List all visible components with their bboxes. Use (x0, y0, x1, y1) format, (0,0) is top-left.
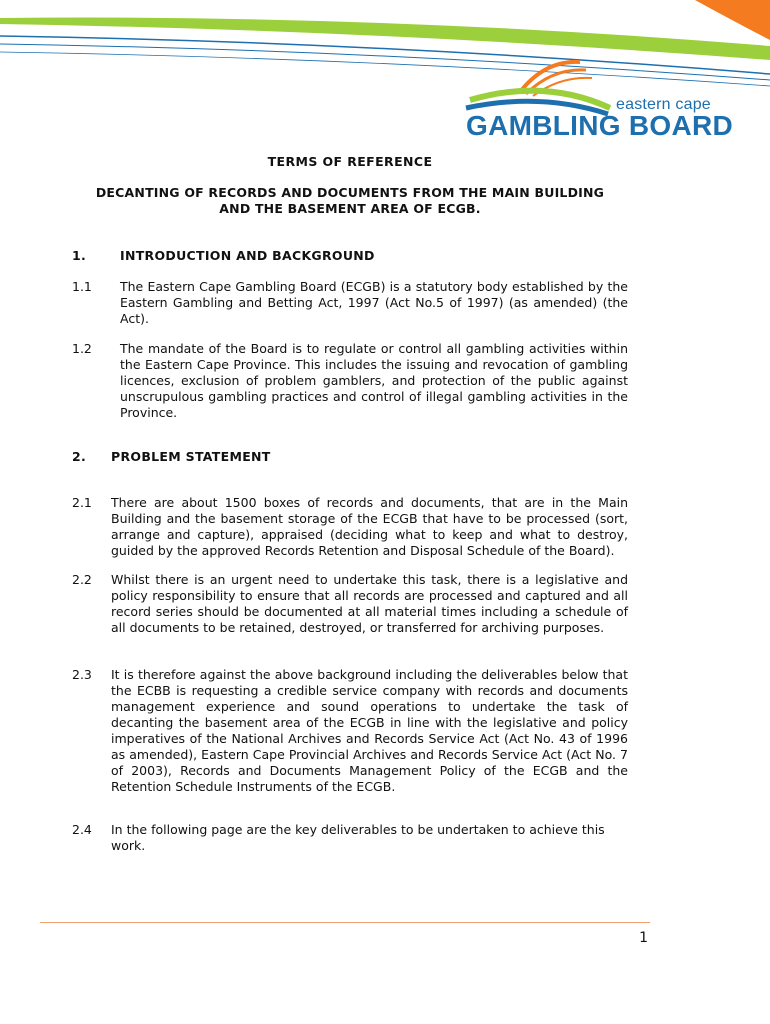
section-number: 2. (72, 449, 87, 464)
paragraph-number: 2.3 (72, 667, 92, 682)
blue-wave-line-3 (0, 52, 770, 86)
paragraph-text: In the following page are the key deliverables to be undertaken to achieve this work. (111, 822, 605, 853)
paragraph-text: It is therefore against the above background including the deliverables below that the ECBB is requesting a credible service company with records and documents management experience and sound operations to undertake the task of decanting the basement area of the ECGB in line with the legislative and policy imperatives of the National Archives and Records Service Act (Act No. 43 of 1996 as amended), Eastern Cape Provincial Archives and Records Service Act (Act No. 7 of 2003), Records and Documents Management Policy of the ECGB and the Retention Schedule Instruments of the ECGB. (111, 667, 628, 794)
document-title: TERMS OF REFERENCE (267, 154, 433, 169)
document-subtitle: DECANTING OF RECORDS AND DOCUMENTS FROM THE MAIN BUILDING AND THE BASEMENT AREA OF ECGB. (95, 185, 605, 216)
paragraph-text: The mandate of the Board is to regulate or control all gambling activities within the Eastern Cape Province. This includes the issuing and revocation of gambling licences, exclusion of problem gamblers, and protection of the public against unscrupulous gambling practices and control of illegal gambling activities in the Province. (120, 341, 628, 420)
footer-divider (40, 922, 650, 923)
section-title: PROBLEM STATEMENT (111, 449, 271, 464)
paragraph-text: Whilst there is an urgent need to undertake this task, there is a legislative and policy responsibility to ensure that all records are processed and captured and all record series should be documented at all material times including a schedule of all documents to be retained, destroyed, or transferred for archiving purposes. (111, 572, 628, 635)
section-number: 1. (72, 248, 87, 263)
paragraph-number: 1.1 (72, 279, 92, 294)
paragraph-text: There are about 1500 boxes of records and documents, that are in the Main Building and the basement storage of the ECGB that have to be processed (sort, arrange and capture), appraised (deciding what to keep and what to destroy, guided by the approved Records Retention and Disposal Schedule of the Board). (111, 495, 628, 558)
orange-corner-swoosh (695, 0, 770, 40)
paragraph-number: 2.1 (72, 495, 92, 510)
logo-emblem (466, 62, 610, 114)
paragraph-number: 2.2 (72, 572, 92, 587)
paragraph-number: 1.2 (72, 341, 92, 356)
section-title: INTRODUCTION AND BACKGROUND (120, 248, 375, 263)
paragraph-number: 2.4 (72, 822, 92, 837)
paragraph-text: The Eastern Cape Gambling Board (ECGB) is a statutory body established by the Eastern Gambling and Betting Act, 1997 (Act No.5 of 1997) (as amended) (the Act). (120, 279, 628, 326)
page-number: 1 (639, 930, 648, 946)
logo-title: GAMBLING BOARD (466, 110, 734, 141)
logo-subtitle: eastern cape (616, 96, 711, 113)
